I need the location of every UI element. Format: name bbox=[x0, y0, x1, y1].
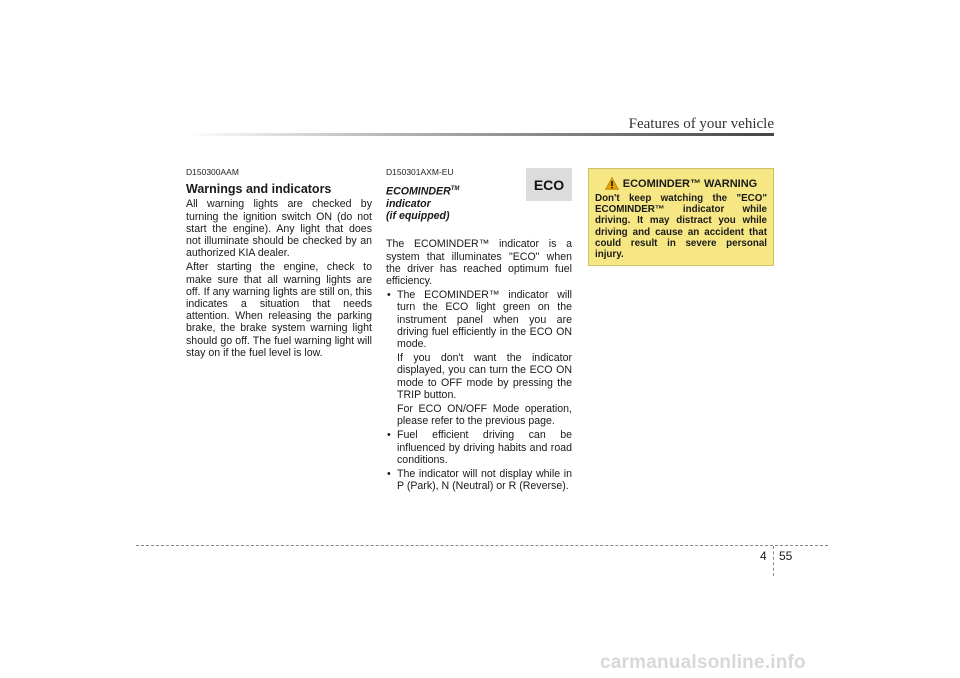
warning-title: ECOMINDER™ WARNING bbox=[622, 177, 758, 190]
left-column bbox=[186, 166, 372, 361]
bullet-3-text: The indicator will not display while in P (Park), N (Neutral) or R (Reverse). bbox=[397, 468, 572, 493]
warning-body: Don't keep watching the "ECO" ECOMINDER™ indicator while driving. It may distract you while driving and cause an accident that could result in severe personal injury. bbox=[595, 193, 767, 261]
header-rule bbox=[186, 133, 774, 136]
indicator-title-main: ECOMINDER bbox=[386, 185, 451, 198]
section-heading: Warnings and indicators bbox=[186, 182, 332, 197]
page-number: 55 bbox=[779, 549, 793, 563]
indicator-subtitle: (if equipped) bbox=[386, 210, 450, 223]
indicator-title-rest: indicator bbox=[386, 197, 431, 210]
middle-column bbox=[386, 166, 572, 494]
footer-divider bbox=[773, 546, 774, 576]
paragraph-1: All warning lights are checked by turning the ignition switch ON (do not start the engine). Any light that does not illuminate should be checked by an authorized KIA dealer. bbox=[186, 198, 372, 260]
footer-rule bbox=[136, 545, 828, 546]
eco-indicator-badge: ECO bbox=[526, 168, 572, 201]
watermark: carmanualsonline.info bbox=[600, 652, 806, 673]
list-item bbox=[386, 429, 572, 466]
trademark-mark: TM bbox=[450, 186, 460, 193]
bullet-2-text: Fuel efficient driving can be influenced by driving habits and road conditions. bbox=[397, 429, 572, 466]
indicator-title bbox=[386, 183, 506, 222]
section-code: D150301AXM-EU bbox=[386, 167, 454, 177]
list-item bbox=[386, 289, 572, 427]
paragraph-2: After starting the engine, check to make sure that all warning lights are off. If any warning lights are still on, this indicates a situation that needs attention. When releasing the parking brake, the brake system warning light should go off. The fuel warning light will stay on if the fuel level is low. bbox=[186, 261, 372, 359]
section-code: D150300AAM bbox=[186, 167, 239, 177]
bullet-list bbox=[386, 289, 572, 492]
page-header-title: Features of your vehicle bbox=[628, 116, 774, 132]
list-item bbox=[386, 468, 572, 492]
indicator-intro: The ECOMINDER™ indicator is a system that illuminates "ECO" when the driver has reached optimum fuel efficiency. bbox=[386, 238, 572, 287]
warning-header bbox=[595, 177, 767, 190]
chapter-number: 4 bbox=[760, 549, 767, 563]
warning-box bbox=[588, 168, 774, 266]
bullet-1-text-2: If you don't want the indicator displayed, you can turn the ECO ON mode to OFF mode by pressing the TRIP button. bbox=[397, 352, 572, 401]
bullet-1-text-3: For ECO ON/OFF Mode operation, please refer to the previous page. bbox=[397, 402, 572, 428]
warning-triangle-icon bbox=[605, 177, 619, 190]
bullet-1-text: • The ECOMINDER™ indicator will turn the ECO light green on the instrument panel when you are driving fuel efficiently in the ECO ON mode. bbox=[397, 289, 572, 350]
